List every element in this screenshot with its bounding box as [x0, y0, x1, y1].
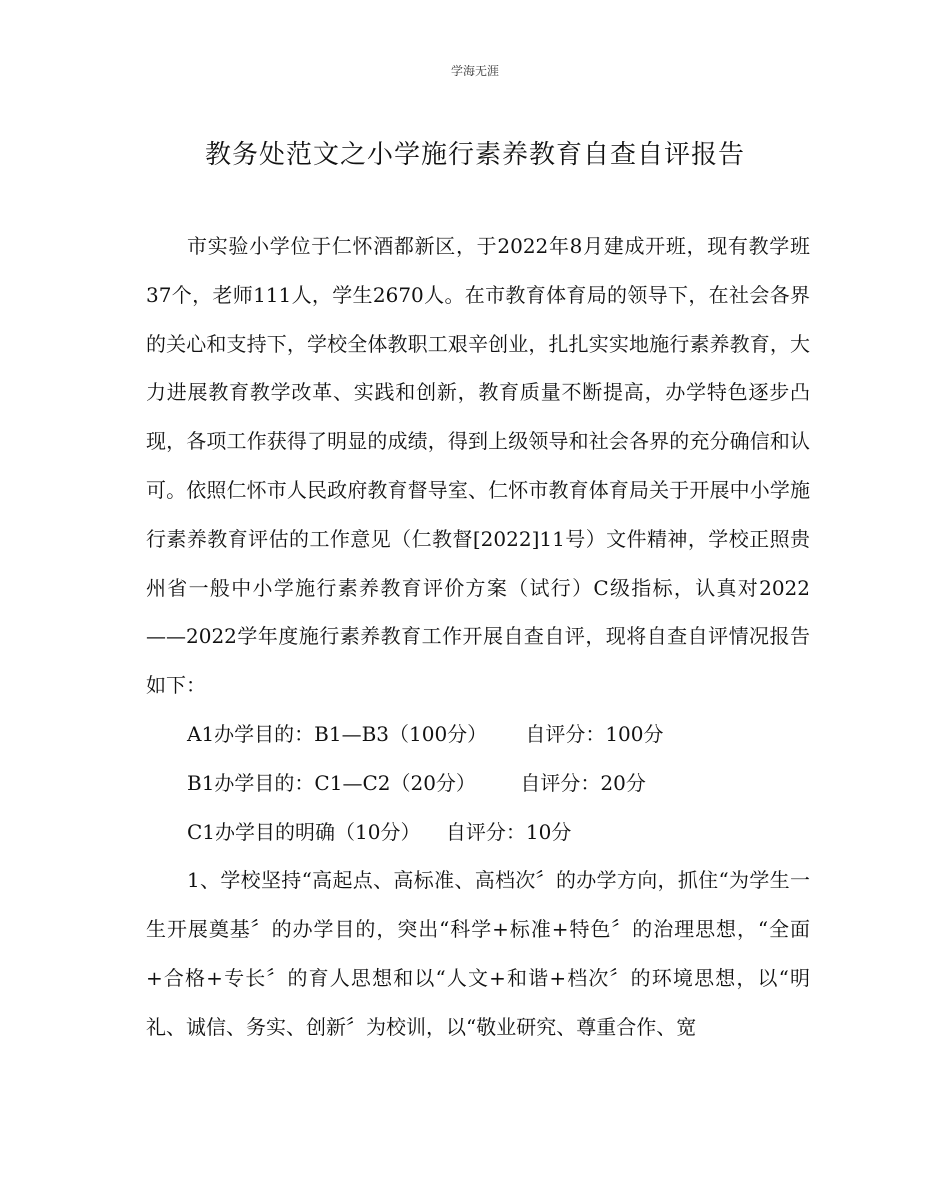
point-one-paragraph: 1、学校坚持“高起点、高标准、高档次〞的办学方向，抓住“为学生一生开展奠基〞的办学目的，突出“科学+标准+特色〞的治理思想，“全面+合格+专长〞的育人思想和以“人文+和谐+档次〞的环境思想，以“明礼、诚信、务实、创新〞为校训，以“敬业研究、尊重合作、宽 [146, 868, 810, 1039]
document-body [146, 222, 810, 1052]
document-title: 教务处范文之小学施行素养教育自查自评报告 [204, 140, 745, 170]
score-line-c1: C1办学目的明确（10分） 自评分：10分 [187, 819, 572, 844]
intro-paragraph: 市实验小学位于仁怀酒都新区，于2022年8月建成开班，现有教学班37个，老师111人，学生2670人。在市教育体育局的领导下，在社会各界的关心和支持下，学校全体教职工艰辛创业，扎扎实实地施行素养教育，大力进展教育教学改革、实践和创新，教育质量不断提高，办学特色逐步凸现，各项工作获得了明显的成绩，得到上级领导和社会各界的充分确信和认可。依照仁怀市人民政府教育督导室、仁怀市教育体育局关于开展中小学施行素养教育评估的工作意见（仁教督[2022]11号）文件精神，学校正照贵州省一般中小学施行素养教育评价方案（试行）C级指标，认真对2022——2022学年度施行素养教育工作开展自查自评，现将自查自评情况报告如下： [146, 234, 810, 698]
score-line-b1: B1办学目的：C1—C2（20分） 自评分：20分 [187, 770, 646, 795]
page-header: 学海无涯 [450, 64, 499, 78]
score-line-a1: A1办学目的：B1—B3（100分） 自评分：100分 [187, 721, 664, 746]
